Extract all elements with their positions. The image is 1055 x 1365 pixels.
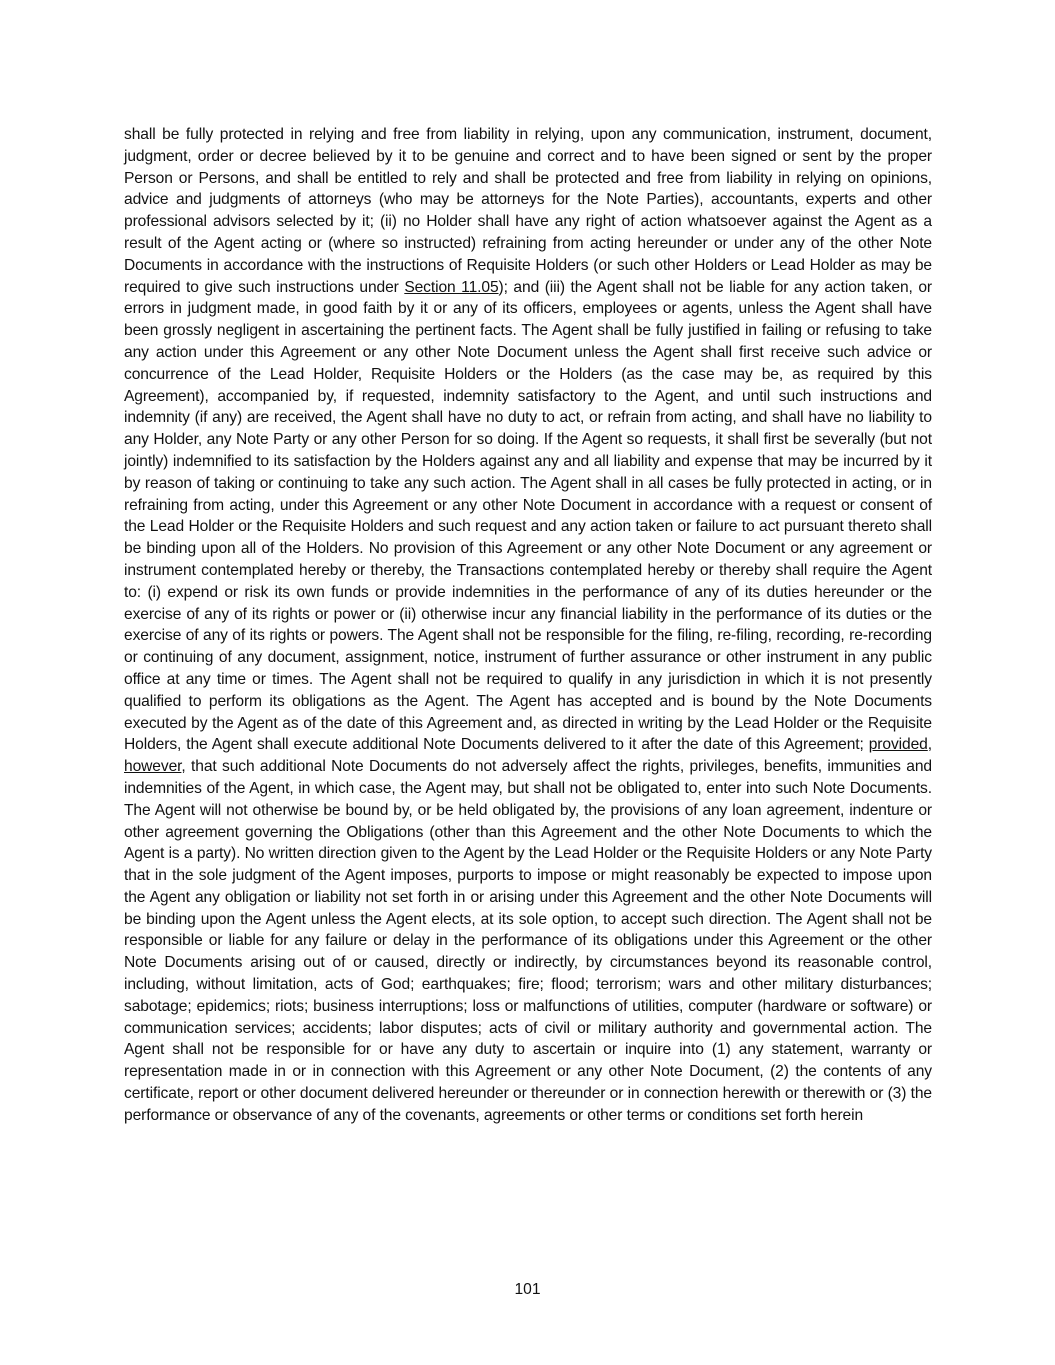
body-text-part-2: ); and (iii) the Agent shall not be liable for any action taken, or errors in judgment made, in good faith by it or any of its officers, employees or agents, unless the Agent shall have been grossly negligent in ascertaining the pertinent facts. The Agent shall be fully justified in failing or refusing to take any action under this Agreement or any other Note Document unless the Agent shall first receive such advice or concurrence of the Lead Holder, Requisite Holders or the Holders (as the case may be, as required by this Agreement), accompanied by, if requested, indemnity satisfactory to the Agent, and until such instructions and indemnity (if any) are received, the Agent shall have no duty to act, or refrain from acting, and shall have no liability to any Holder, any Note Party or any other Person for so doing. If the Agent so requests, it shall first be severally (but not jointly) indemnified to its satisfaction by the Holders against any and all liability and expense that may be incurred by it by reason of taking or continuing to take any such action. The Agent shall in all cases be fully protected in acting, or in refraining from acting, under this Agreement or any other Note Document in accordance with a request or consent of the Lead Holder or the Requisite Holders and such request and any action taken or failure to act pursuant thereto shall be binding upon all of the Holders. No provision of this Agreement or any other Note Document or any agreement or instrument contemplated hereby or thereby, the Transactions contemplated hereby or thereby shall require the Agent to: (i) expend or risk its own funds or provide indemnities in the performance of any of its duties hereunder or the exercise of any of its rights or power or (ii) otherwise incur any financial liability in the performance of its duties or the exercise of any of its rights or powers. The Agent shall not be responsible for the filing, re-filing, recording, re-recording or continuing of any document, assignment, notice, instrument of further assurance or other instrument in any public office at any time or times. The Agent shall not be required to qualify in any jurisdiction in which it is not presently qualified to perform its obligations as the Agent. The Agent has accepted and is bound by the Note Documents executed by the Agent as of the date of this Agreement and, as directed in writing by the Lead Holder or the Requisite Holders, the Agent shall execute additional Note Documents delivered to it after the date of this Agreement; (124, 278, 932, 754)
body-text-part-1: shall be fully protected in relying and free from liability in relying, upon any communication, instrument, document, judgment, order or decree believed by it to be genuine and correct and to have been signed or sent by the proper Person or Persons, and shall be entitled to rely and shall be protected and free from liability in relying on opinions, advice and judgments of attorneys (who may be attorneys for the Note Parties), accountants, experts and other professional advisors selected by it; (ii) no Holder shall have any right of action whatsoever against the Agent as a result of the Agent acting or (where so instructed) refraining from acting hereunder or under any of the other Note Documents in accordance with the instructions of Requisite Holders (or such other Holders or Lead Holder as may be required to give such instructions under (124, 126, 932, 296)
section-reference: Section 11.05 (404, 278, 499, 296)
page-number: 101 (514, 1281, 541, 1298)
body-paragraph (124, 124, 932, 1127)
provided-term: provided (868, 736, 928, 754)
however-term: however (124, 758, 182, 776)
separator-comma: , (927, 736, 932, 754)
body-text-part-3: , that such additional Note Documents do not adversely affect the rights, privileges, benefits, immunities and indemnities of the Agent, in which case, the Agent may, but shall not be obligated to, enter into such Note Documents. The Agent will not otherwise be bound by, or be held obligated by, the provisions of any loan agreement, indenture or other agreement governing the Obligations (other than this Agreement and the other Note Documents to which the Agent is a party). No written direction given to the Agent by the Lead Holder or the Requisite Holders or any Note Party that in the sole judgment of the Agent imposes, purports to impose or might reasonably be expected to impose upon the Agent any obligation or liability not set forth in or arising under this Agreement and the other Note Documents will be binding upon the Agent unless the Agent elects, at its sole option, to accept such direction. The Agent shall not be responsible or liable for any failure or delay in the performance of its obligations under this Agreement or the other Note Documents arising out of or caused, directly or indirectly, by circumstances beyond its reasonable control, including, without limitation, acts of God; earthquakes; fire; flood; terrorism; wars and other military disturbances; sabotage; epidemics; riots; business interruptions; loss or malfunctions of utilities, computer (hardware or software) or communication services; accidents; labor disputes; acts of civil or military authority and governmental action. The Agent shall not be responsible for or have any duty to ascertain or inquire into (1) any statement, warranty or representation made in or in connection with this Agreement or any other Note Document, (2) the contents of any certificate, report or other document delivered hereunder or thereunder or in connection herewith or therewith or (3) the performance or observance of any of the covenants, agreements or other terms or conditions set forth herein (124, 758, 932, 1124)
